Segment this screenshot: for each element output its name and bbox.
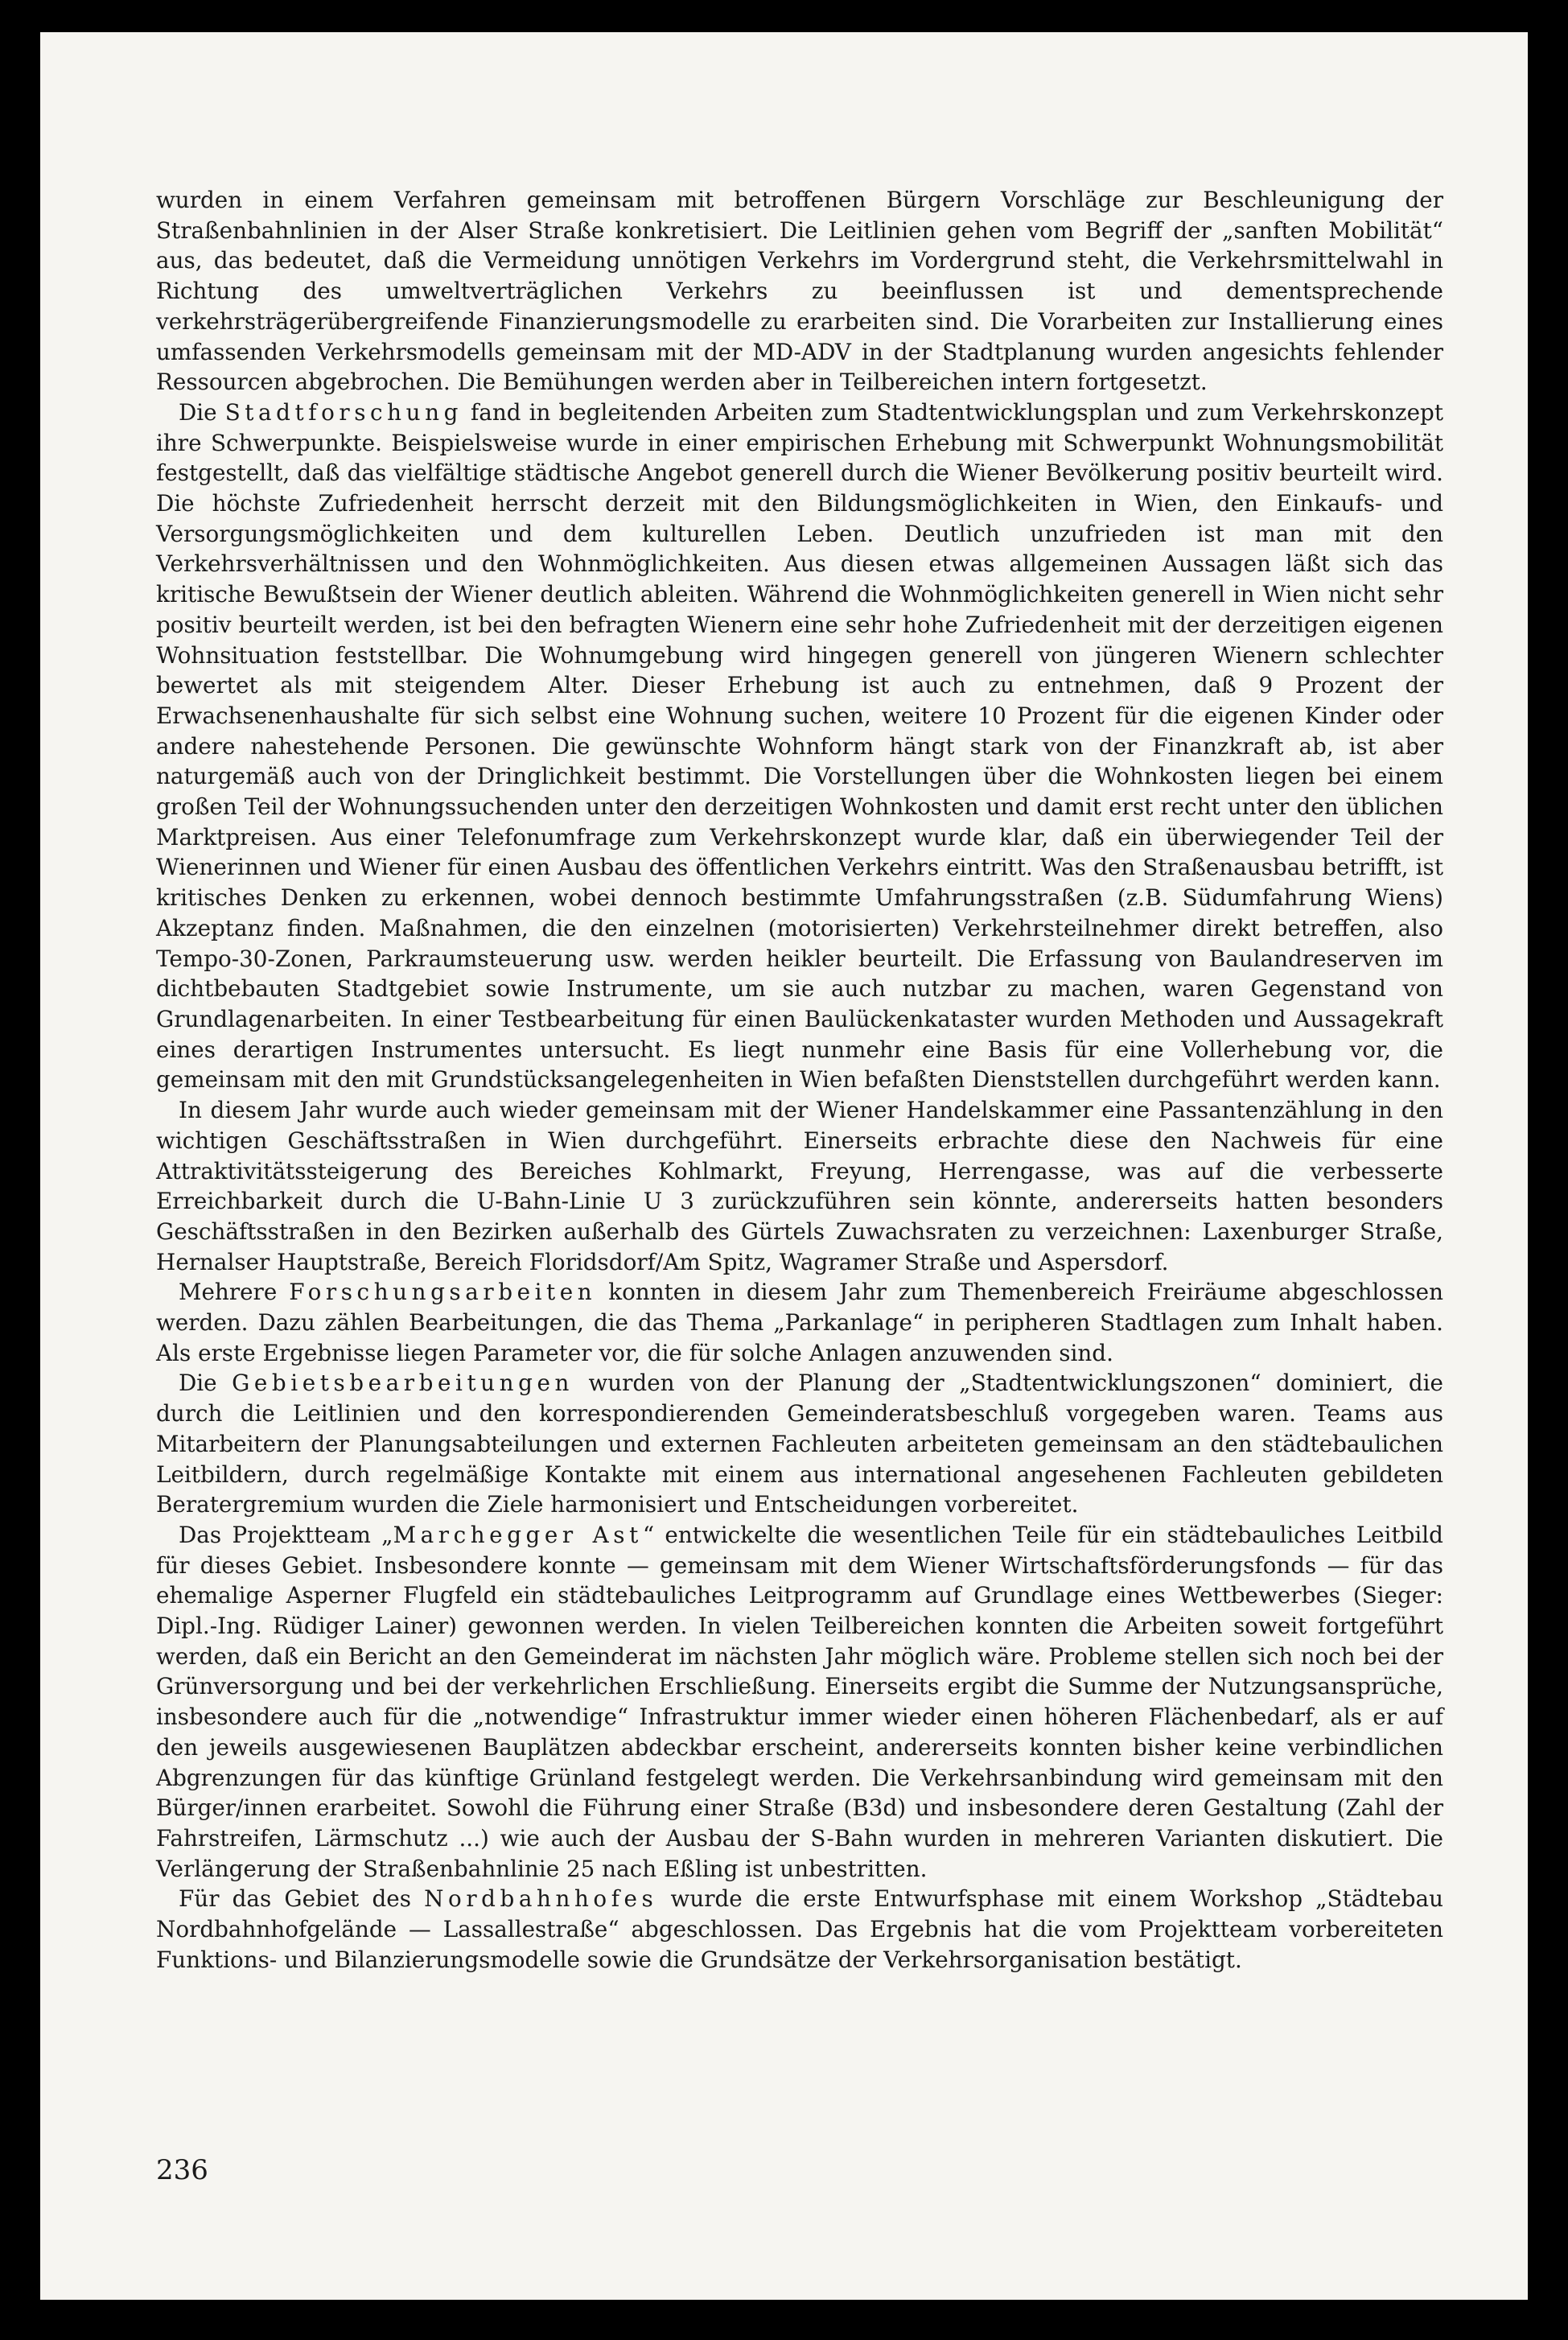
paragraph-text: Mehrere — [179, 1279, 290, 1306]
paragraph-4 — [156, 1277, 1443, 1368]
paragraph-7 — [156, 1884, 1443, 1975]
paragraph-1 — [156, 185, 1443, 398]
paragraph-5 — [156, 1368, 1443, 1520]
spaced-keyword: Gebietsbearbeitungen — [232, 1370, 574, 1397]
paragraph-text: konnten in diesem Jahr zum Themenbereich Freiräume abgeschlossen werden. Dazu zählen Bearbeitungen, die das Thema „Parkanlage“ in peripheren Stadtlagen zum Inhalt haben. Als erste Ergebnisse liegen Parameter vor, die für solche Anlagen anzuwenden sind. — [156, 1279, 1443, 1366]
book-page — [40, 32, 1528, 2300]
paragraph-6 — [156, 1520, 1443, 1884]
paragraph-text: fand in begleitenden Arbeiten zum Stadtentwicklungsplan und zum Verkehrskonzept ihre Schwerpunkte. Beispielsweise wurde in einer empirischen Erhebung mit Schwerpunkt Wohnungsmobilität festgestellt, daß das vielfältige städtische Angebot generell durch die Wiener Bevölkerung positiv beurteilt wird. Die höchste Zufriedenheit herrscht derzeit mit den Bildungsmöglichkeiten in Wien, den Einkaufs- und Versorgungsmöglichkeiten und dem kulturellen Leben. Deutlich unzufrieden ist man mit den Verkehrsverhältnissen und den Wohnmöglichkeiten. Aus diesen etwas allgemeinen Aussagen läßt sich das kritische Bewußtsein der Wiener deutlich ableiten. Während die Wohnmöglichkeiten generell in Wien nicht sehr positiv beurteilt werden, ist bei den befragten Wienern eine sehr hohe Zufriedenheit mit der derzeitigen eigenen Wohnsituation feststellbar. Die Wohnumgebung wird hingegen generell von jüngeren Wienern schlechter bewertet als mit steigendem Alter. Dieser Erhebung ist auch zu entnehmen, daß 9 Prozent der Erwachsenenhaushalte für sich selbst eine Wohnung suchen, weitere 10 Prozent für die eigenen Kinder oder andere nahestehende Personen. Die gewünschte Wohnform hängt stark von der Finanzkraft ab, ist aber naturgemäß auch von der Dringlichkeit bestimmt. Die Vorstellungen über die Wohnkosten liegen bei einem großen Teil der Wohnungssuchenden unter den derzeitigen Wohnkosten und damit erst recht unter den üblichen Marktpreisen. Aus einer Telefonumfrage zum Verkehrskonzept wurde klar, daß ein überwiegender Teil der Wienerinnen und Wiener für einen Ausbau des öffentlichen Verkehrs eintritt. Was den Straßenausbau betrifft, ist kritisches Denken zu erkennen, wobei dennoch bestimmte Umfahrungsstraßen (z.B. Südumfahrung Wiens) Akzeptanz finden. Maßnahmen, die den einzelnen (motorisierten) Verkehrsteilnehmer direkt betreffen, also Tempo-30-Zonen, Parkraumsteuerung usw. werden heikler beurteilt. Die Erfassung von Baulandreserven im dichtbebauten Stadtgebiet sowie Instrumente, um sie auch nutzbar zu machen, waren Gegenstand von Grundlagenarbeiten. In einer Testbearbeitung für einen Baulückenkataster wurden Methoden und Aussagekraft eines derartigen Instrumentes untersucht. Es liegt nunmehr eine Basis für eine Vollerhebung vor, die gemeinsam mit den mit Grundstücksangelegenheiten in Wien befaßten Dienststellen durchgeführt werden kann. — [156, 398, 1443, 1094]
paragraph-text: In diesem Jahr wurde auch wieder gemeinsam mit der Wiener Handelskammer eine Passantenzählung in den wichtigen Geschäftsstraßen in Wien durchgeführt. Einerseits erbrachte diese den Nachweis für eine Attraktivitätssteigerung des Bereiches Kohlmarkt, Freyung, Herrengasse, was auf die verbesserte Erreichbarkeit durch die U-Bahn-Linie U 3 zurückzuführen sein könnte, andererseits hatten besonders Geschäftsstraßen in den Bezirken außerhalb des Gürtels Zuwachsraten zu verzeichnen: Laxenburger Straße, Hernalser Hauptstraße, Bereich Floridsdorf/Am Spitz, Wagramer Straße und Aspersdorf. — [156, 1097, 1443, 1275]
paragraph-text: wurden von der Planung der „Stadtentwicklungszonen“ dominiert, die durch die Leitlinien und den korrespondierenden Gemeinderatsbeschluß vorgegeben waren. Teams aus Mitarbeitern der Planungsabteilungen und externen Fachleuten arbeiteten gemeinsam an den städtebaulichen Leitbildern, durch regelmäßige Kontakte mit einem aus international angesehenen Fachleuten gebildeten Beratergremium wurden die Ziele harmonisiert und Entscheidungen vorbereitet. — [156, 1370, 1443, 1518]
body-text — [156, 185, 1443, 1975]
paragraph-text: Die — [179, 1370, 233, 1397]
paragraph-2 — [156, 398, 1443, 1095]
paragraph-text: Die — [179, 398, 225, 426]
paragraph-text: Das Projektteam „ — [179, 1521, 393, 1548]
page-number: 236 — [156, 2154, 208, 2186]
spaced-keyword: Marchegger Ast — [393, 1521, 643, 1548]
paragraph-text: Für das Gebiet des — [179, 1885, 425, 1913]
paragraph-text: wurden in einem Verfahren gemeinsam mit betroffenen Bürgern Vorschläge zur Beschleunigung der Straßenbahnlinien in der Alser Straße konkretisiert. Die Leitlinien gehen vom Begriff der „sanften Mobilität“ aus, das bedeutet, daß die Vermeidung unnötigen Verkehrs im Vordergrund steht, die Verkehrsmittelwahl in Richtung des umweltverträglichen Verkehrs zu beeinflussen ist und dementsprechende verkehrsträgerübergreifende Finanzierungsmodelle zu erarbeiten sind. Die Vorarbeiten zur Installierung eines umfassenden Verkehrsmodells gemeinsam mit der MD-ADV in der Stadtplanung wurden angesichts fehlender Ressourcen abgebrochen. Die Bemühungen werden aber in Teilbereichen intern fortgesetzt. — [156, 187, 1443, 396]
paragraph-text: “ entwickelte die wesentlichen Teile für ein städtebauliches Leitbild für dieses Gebiet. Insbesondere konnte — gemeinsam mit dem Wiener Wirtschaftsförderungsfonds — für das ehemalige Asperner Flugfeld ein städtebauliches Leitprogramm auf Grundlage eines Wettbewerbes (Sieger: Dipl.-Ing. Rüdiger Lainer) gewonnen werden. In vielen Teilbereichen konnten die Arbeiten soweit fortgeführt werden, daß ein Bericht an den Gemeinderat im nächsten Jahr möglich wäre. Probleme stellen sich noch bei der Grünversorgung und bei der verkehrlichen Erschließung. Einerseits ergibt die Summe der Nutzungsansprüche, insbesondere auch für die „notwendige“ Infrastruktur immer wieder einen höheren Flächenbedarf, als er auf den jeweils ausgewiesenen Bauplätzen abdeckbar erscheint, andererseits konnten bisher keine verbindlichen Abgrenzungen für das künftige Grünland festgelegt werden. Die Verkehrsanbindung wird gemeinsam mit den Bürger/innen erarbeitet. Sowohl die Führung einer Straße (B3d) und insbesondere deren Gestaltung (Zahl der Fahrstreifen, Lärmschutz ...) wie auch der Ausbau der S-Bahn wurden in mehreren Varianten diskutiert. Die Verlängerung der Straßenbahnlinie 25 nach Eßling ist unbestritten. — [156, 1521, 1443, 1882]
spaced-keyword: Stadtforschung — [224, 398, 463, 426]
paragraph-text: wurde die erste Entwurfsphase mit einem Workshop „Städtebau Nordbahnhofgelände — Lassallestraße“ abgeschlossen. Das Ergebnis hat die vom Projektteam vorbereiteten Funktions- und Bilanzierungsmodelle sowie die Grundsätze der Verkehrsorganisation bestätigt. — [156, 1885, 1443, 1973]
spaced-keyword: Nordbahnhofes — [424, 1885, 658, 1913]
paragraph-3 — [156, 1095, 1443, 1277]
spaced-keyword: Forschungsarbeiten — [289, 1279, 597, 1306]
